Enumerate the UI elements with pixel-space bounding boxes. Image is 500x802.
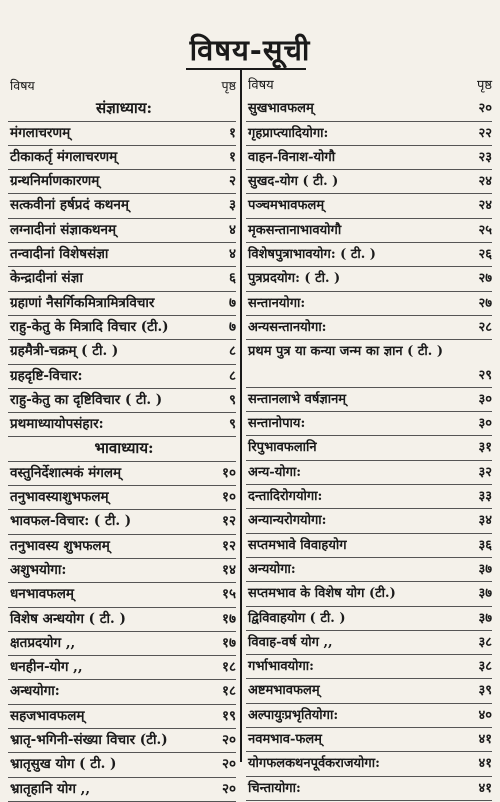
- toc-entry-title: संज्ञाध्याय:: [95, 99, 153, 118]
- toc-entry-page: ३८: [478, 634, 492, 650]
- toc-entry-page: २: [228, 173, 236, 190]
- toc-entry-page: ३६: [478, 537, 492, 553]
- toc-entry-title: पञ्चमभावफलम्: [248, 198, 325, 214]
- toc-entry-title: द्विविवाहयोग ( टी. ): [248, 610, 346, 626]
- toc-entry-title: विवाह-वर्ष योग ,,: [248, 634, 333, 650]
- toc-entry-title: अष्टमभावफलम्: [248, 683, 320, 699]
- toc-entry-page: १२: [221, 513, 236, 530]
- toc-entry-page: ७: [228, 318, 236, 335]
- toc-entry-page: ३३: [478, 489, 492, 505]
- toc-entry-title: भावाध्याय:: [94, 439, 154, 458]
- toc-entry-page: १०: [221, 464, 236, 481]
- toc-entry-title: सत्कवीनां हर्षप्रदं कथनम्: [10, 197, 129, 214]
- toc-entry-page: २०: [478, 101, 492, 117]
- toc-entry-title: टीकाकर्तृ मंगलाचरणम्: [10, 148, 118, 165]
- toc-entry-title: तन्वादीनां विशेषसंज्ञा: [10, 246, 109, 263]
- toc-entry-page: ४१: [478, 756, 492, 772]
- toc-entry: [8, 389, 236, 413]
- toc-entry: [8, 243, 236, 267]
- toc-entry-page: ९: [228, 416, 236, 433]
- toc-entry: [8, 680, 236, 704]
- toc-entry: [8, 316, 236, 340]
- toc-entry-title: भ्रातृसुख योग ( टी. ): [10, 756, 117, 773]
- toc-entry-page: ८: [228, 343, 236, 360]
- toc-entry: [8, 170, 236, 194]
- column-header: [8, 74, 236, 97]
- toc-entry: [246, 509, 492, 533]
- toc-entry-page: १७: [221, 634, 236, 651]
- toc-entry-page: ३८: [478, 659, 492, 675]
- toc-entry: [246, 97, 492, 121]
- toc-entry-title: धनभावफलम्: [10, 586, 74, 603]
- toc-entry-page: ३: [228, 197, 236, 214]
- toc-entry: [246, 752, 492, 776]
- toc-entry: [8, 267, 236, 291]
- toc-entry-page: ४१: [478, 732, 492, 748]
- toc-entry-title: लग्नादीनां संज्ञाकथनम्: [10, 221, 117, 238]
- toc-entry-page: २९: [478, 367, 492, 383]
- toc-entry-title: योगफलकथनपूर्वकराजयोगा:: [248, 756, 380, 772]
- toc-entry: [8, 292, 236, 316]
- toc-entry-page: पृष्ठ: [476, 78, 492, 93]
- toc-entry: [246, 219, 492, 243]
- toc-entry-title: अल्पायुःप्रभृतियोगा:: [248, 707, 339, 723]
- toc-entry-page: १: [228, 124, 236, 141]
- toc-entry: [246, 461, 492, 485]
- toc-entry-page: २६: [478, 247, 492, 263]
- toc-entry-page: १७: [221, 610, 236, 627]
- section-heading: [8, 437, 236, 461]
- toc-entry-page: ९: [228, 391, 236, 408]
- toc-entry: [8, 146, 236, 170]
- toc-entry: [8, 778, 236, 802]
- toc-entry-page: ८: [228, 367, 236, 384]
- toc-entry-page: ४: [228, 221, 236, 238]
- toc-entry: [246, 534, 492, 558]
- toc-entry-title: अन्यसन्तानयोगा:: [248, 319, 327, 335]
- toc-entry-page: ३०: [478, 416, 492, 432]
- toc-entry-page: ६: [228, 270, 236, 287]
- toc-entry-page: १९: [221, 707, 236, 724]
- toc-entry-title: तनुभावस्याशुभफलम्: [10, 489, 109, 506]
- left-column: [8, 74, 236, 802]
- toc-entry-title: मृकसन्तानाभावयोगौ: [248, 222, 342, 238]
- toc-entry: [246, 728, 492, 752]
- toc-entry-title: राहु-केतु के मित्रादि विचार (टी.): [10, 318, 169, 335]
- toc-entry: [246, 558, 492, 582]
- toc-entry: [8, 219, 236, 243]
- toc-entry-page: १: [228, 148, 236, 165]
- toc-entry: [246, 292, 492, 316]
- toc-entry: [246, 194, 492, 218]
- toc-entry: [8, 340, 236, 364]
- toc-entry-page: २०: [221, 756, 236, 773]
- toc-entry-title: अन्यान्यरोगयोगा:: [248, 513, 327, 529]
- toc-entry-page: ३२: [478, 464, 492, 480]
- toc-entry-page: २७: [478, 271, 492, 287]
- toc-entry: [246, 267, 492, 291]
- toc-entry: [246, 122, 492, 146]
- toc-entry: [8, 705, 236, 729]
- toc-entry-title: वाहन-विनाश-योगौ: [248, 149, 336, 165]
- toc-entry: [8, 632, 236, 656]
- toc-entry-page: २८: [478, 319, 492, 335]
- toc-entry-page: ३४: [478, 513, 492, 529]
- toc-entry-page: ३७: [478, 610, 492, 626]
- toc-entry-title: ग्रहमैत्री-चक्रम् ( टी. ): [10, 343, 119, 360]
- toc-entry-page: १५: [221, 586, 236, 603]
- toc-entry: [246, 679, 492, 703]
- toc-entry-title: रिपुभावफलानि: [248, 440, 317, 456]
- toc-entry: [246, 146, 492, 170]
- toc-entry-page: ४०: [478, 707, 492, 723]
- toc-entry-title: वस्तुनिर्देशात्मकं मंगलम्: [10, 464, 122, 481]
- toc-entry-page: २४: [478, 198, 492, 214]
- toc-entry-page: १०: [221, 489, 236, 506]
- toc-entry: [246, 412, 492, 436]
- toc-entry-page: ७: [228, 294, 236, 311]
- toc-entry-title: चिन्तायोगा:: [248, 780, 301, 796]
- toc-entry-page: १४: [221, 561, 236, 578]
- toc-entry-title: सन्तानलाभे वर्षज्ञानम्: [248, 391, 347, 407]
- toc-entry-title: ग्रहदृष्टि-विचार:: [10, 367, 83, 384]
- toc-entry-title: सप्तमभाव के विशेष योग (टी.): [248, 586, 396, 602]
- toc-entry-title: अन्धयोगा:: [10, 683, 60, 700]
- right-column: [246, 74, 492, 801]
- toc-entry: [8, 729, 236, 753]
- toc-entry-title: विषय: [248, 78, 274, 93]
- toc-entry-page: २०: [221, 732, 236, 749]
- toc-entry: [246, 340, 492, 388]
- toc-entry-title: भ्रातृ-भगिनी-संख्या विचार (टी.): [10, 732, 168, 749]
- toc-entry-title: ग्रहाणां नैसर्गिकमित्रामित्रविचार: [10, 294, 155, 311]
- toc-entry-page: २३: [478, 149, 492, 165]
- toc-entry-title: विशेष अन्धयोग ( टी. ): [10, 610, 126, 627]
- toc-entry: [8, 486, 236, 510]
- page-title: विषय-सूची: [189, 33, 311, 67]
- toc-entry: [8, 656, 236, 680]
- toc-entry: [246, 704, 492, 728]
- toc-entry-page: २२: [478, 125, 492, 141]
- toc-entry-page: २०: [221, 780, 236, 797]
- toc-entry-title: अशुभयोगा:: [10, 561, 67, 578]
- toc-entry-title: गृहप्राप्त्यादियोगा:: [248, 125, 329, 141]
- toc-entry-title: मंगलाचरणम्: [10, 124, 71, 141]
- toc-entry-title: अन्ययोगा:: [248, 561, 296, 577]
- toc-entry-page: ३७: [478, 561, 492, 577]
- toc-entry-page: ३७: [478, 586, 492, 602]
- toc-entry: [8, 583, 236, 607]
- toc-entry-page: १२: [221, 537, 236, 554]
- toc-entry: [246, 243, 492, 267]
- toc-entry-title: विशेषपुत्राभावयोग: ( टी. ): [248, 247, 376, 263]
- toc-entry-page: ३९: [478, 683, 492, 699]
- toc-entry-title: राहु-केतु का दृष्टिविचार ( टी. ): [10, 391, 163, 408]
- toc-entry-page: २५: [478, 222, 492, 238]
- toc-entry-title: नवमभाव-फलम्: [248, 732, 322, 748]
- toc-entry-title: सुखभावफलम्: [248, 101, 314, 117]
- toc-entry: [246, 777, 492, 801]
- toc-entry-page: १८: [221, 683, 236, 700]
- toc-entry: [8, 608, 236, 632]
- toc-entry-title: अन्य-योगा:: [248, 464, 302, 480]
- title-underline: [186, 68, 306, 70]
- toc-entry: [246, 631, 492, 655]
- toc-entry-title: क्षतप्रदयोग ,,: [10, 634, 76, 651]
- toc-entry: [246, 607, 492, 631]
- toc-entry-title: दन्तादिरोगयोगा:: [248, 489, 323, 505]
- toc-entry: [246, 388, 492, 412]
- toc-entry-title: प्रथम पुत्र या कन्या जन्म का ज्ञान ( टी. ): [248, 344, 443, 360]
- toc-entry: [246, 655, 492, 679]
- toc-entry-page: ४: [228, 246, 236, 263]
- toc-entry: [8, 413, 236, 437]
- toc-entry-page: पृष्ठ: [221, 78, 236, 93]
- toc-entry-title: गर्भाभावयोगा:: [248, 659, 314, 675]
- toc-entry-title: विषय: [10, 78, 35, 93]
- toc-entry-title: प्रथमाध्यायोपसंहार:: [10, 416, 104, 433]
- toc-entry-page: १८: [221, 659, 236, 676]
- toc-entry-title: सुखद-योग ( टी. ): [248, 174, 339, 190]
- column-header: [246, 74, 492, 97]
- toc-entry-title: सप्तमभावे विवाहयोग: [248, 537, 347, 553]
- toc-entry: [246, 582, 492, 606]
- section-heading: [8, 97, 236, 121]
- toc-entry: [8, 122, 236, 146]
- toc-entry: [246, 485, 492, 509]
- toc-entry: [8, 559, 236, 583]
- toc-entry: [246, 316, 492, 340]
- toc-entry-page: ४१: [478, 780, 492, 796]
- toc-entry-title: सहजभावफलम्: [10, 707, 85, 724]
- toc-entry-title: पुत्रप्रदयोग: ( टी. ): [248, 271, 341, 287]
- toc-entry: [246, 436, 492, 460]
- toc-entry-title: ग्रन्थनिर्माणकारणम्: [10, 173, 100, 190]
- toc-entry-page: ३०: [478, 391, 492, 407]
- toc-entry-title: सन्तानयोगा:: [248, 295, 306, 311]
- toc-entry-title: तनुभावस्य शुभफलम्: [10, 537, 110, 554]
- toc-entry: [8, 365, 236, 389]
- toc-entry-title: भ्रातृहानि योग ,,: [10, 780, 91, 797]
- toc-entry-title: केन्द्रादीनां संज्ञा: [10, 270, 83, 287]
- toc-entry: [8, 194, 236, 218]
- toc-entry: [246, 170, 492, 194]
- toc-entry-page: ३१: [478, 440, 492, 456]
- toc-entry: [8, 462, 236, 486]
- toc-entry: [8, 535, 236, 559]
- toc-entry-page: २७: [478, 295, 492, 311]
- toc-entry-title: भावफल-विचार: ( टी. ): [10, 513, 132, 530]
- toc-entry-title: धनहीन-योग ,,: [10, 659, 83, 676]
- toc-entry-title: सन्तानोपाय:: [248, 416, 306, 432]
- toc-entry-page: २४: [478, 174, 492, 190]
- toc-entry: [8, 753, 236, 777]
- toc-entry: [8, 510, 236, 534]
- column-divider: [240, 70, 242, 762]
